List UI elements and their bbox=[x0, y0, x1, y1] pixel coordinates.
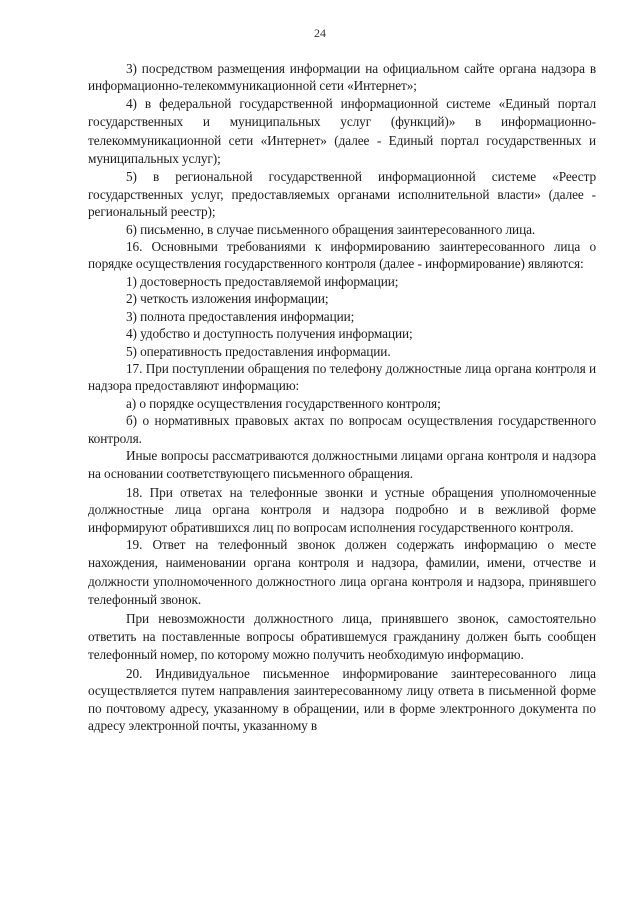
list-item: 5) оперативность предоставления информации. bbox=[126, 343, 391, 359]
list-item: а) о порядке осуществления государственного контроля; bbox=[126, 395, 441, 411]
paragraph: 20. Индивидуальное письменное информирование заинтересованного лица осуществляется путем направления заинтересованному лицу ответа в письменной форме по почтовому адресу, указанному в обращении, или в форме электронного документа по адресу электронной почты, указанному в bbox=[88, 665, 596, 734]
paragraph: 3) посредством размещения информации на официальном сайте органа надзора в информационно-телекоммуникационной сети «Интернет»; bbox=[88, 61, 596, 94]
list-item: 4) удобство и доступность получения информации; bbox=[126, 326, 413, 342]
paragraph: 16. Основными требованиями к информированию заинтересованного лица о порядке осуществления государственного контроля (далее - информирование) являются: bbox=[88, 239, 596, 272]
list-item: 1) достоверность предоставляемой информации; bbox=[126, 273, 399, 289]
paragraph: 4) в федеральной государственной информационной системе «Единый портал государственных и муниципальных услуг (функций)» в информационно-телекоммуникационной сети «Интернет» (далее - Единый портал государственных и муниципальных услуг); bbox=[88, 95, 596, 167]
paragraph: 5) в региональной государственной информационной системе «Реестр государственных услуг, предоставляемых органами исполнительной власти» (далее - региональный реестр); bbox=[88, 169, 596, 220]
document-body bbox=[88, 60, 596, 734]
list-item: б) о нормативных правовых актах по вопросам осуществления государственного контроля. bbox=[88, 413, 596, 446]
paragraph: 17. При поступлении обращения по телефону должностные лица органа контроля и надзора предоставляют информацию: bbox=[88, 360, 596, 394]
paragraph: Иные вопросы рассматриваются должностными лицами органа контроля и надзора на основании соответствующего письменного обращения. bbox=[88, 447, 596, 482]
paragraph: 18. При ответах на телефонные звонки и устные обращения уполномоченные должностные лица органа контроля и надзора подробно и в вежливой форме информируют обратившихся лиц по вопросам исполнения государственного контроля. bbox=[88, 484, 596, 535]
paragraph: 19. Ответ на телефонный звонок должен содержать информацию о месте нахождения, наименовании органа контроля и надзора, фамилии, имени, отчестве и должности уполномоченного должностного лица органа контроля и надзора, принявшего телефонный звонок. bbox=[88, 536, 596, 608]
list-item: 2) четкость изложения информации; bbox=[126, 291, 329, 307]
list-item: 3) полнота предоставления информации; bbox=[126, 308, 355, 324]
paragraph: 6) письменно, в случае письменного обращения заинтересованного лица. bbox=[126, 221, 536, 237]
paragraph: При невозможности должностного лица, принявшего звонок, самостоятельно ответить на поставленные вопросы обратившемуся гражданину должен быть сообщен телефонный номер, по которому можно получить необходимую информацию. bbox=[88, 610, 596, 663]
page-number: 24 bbox=[314, 26, 326, 40]
